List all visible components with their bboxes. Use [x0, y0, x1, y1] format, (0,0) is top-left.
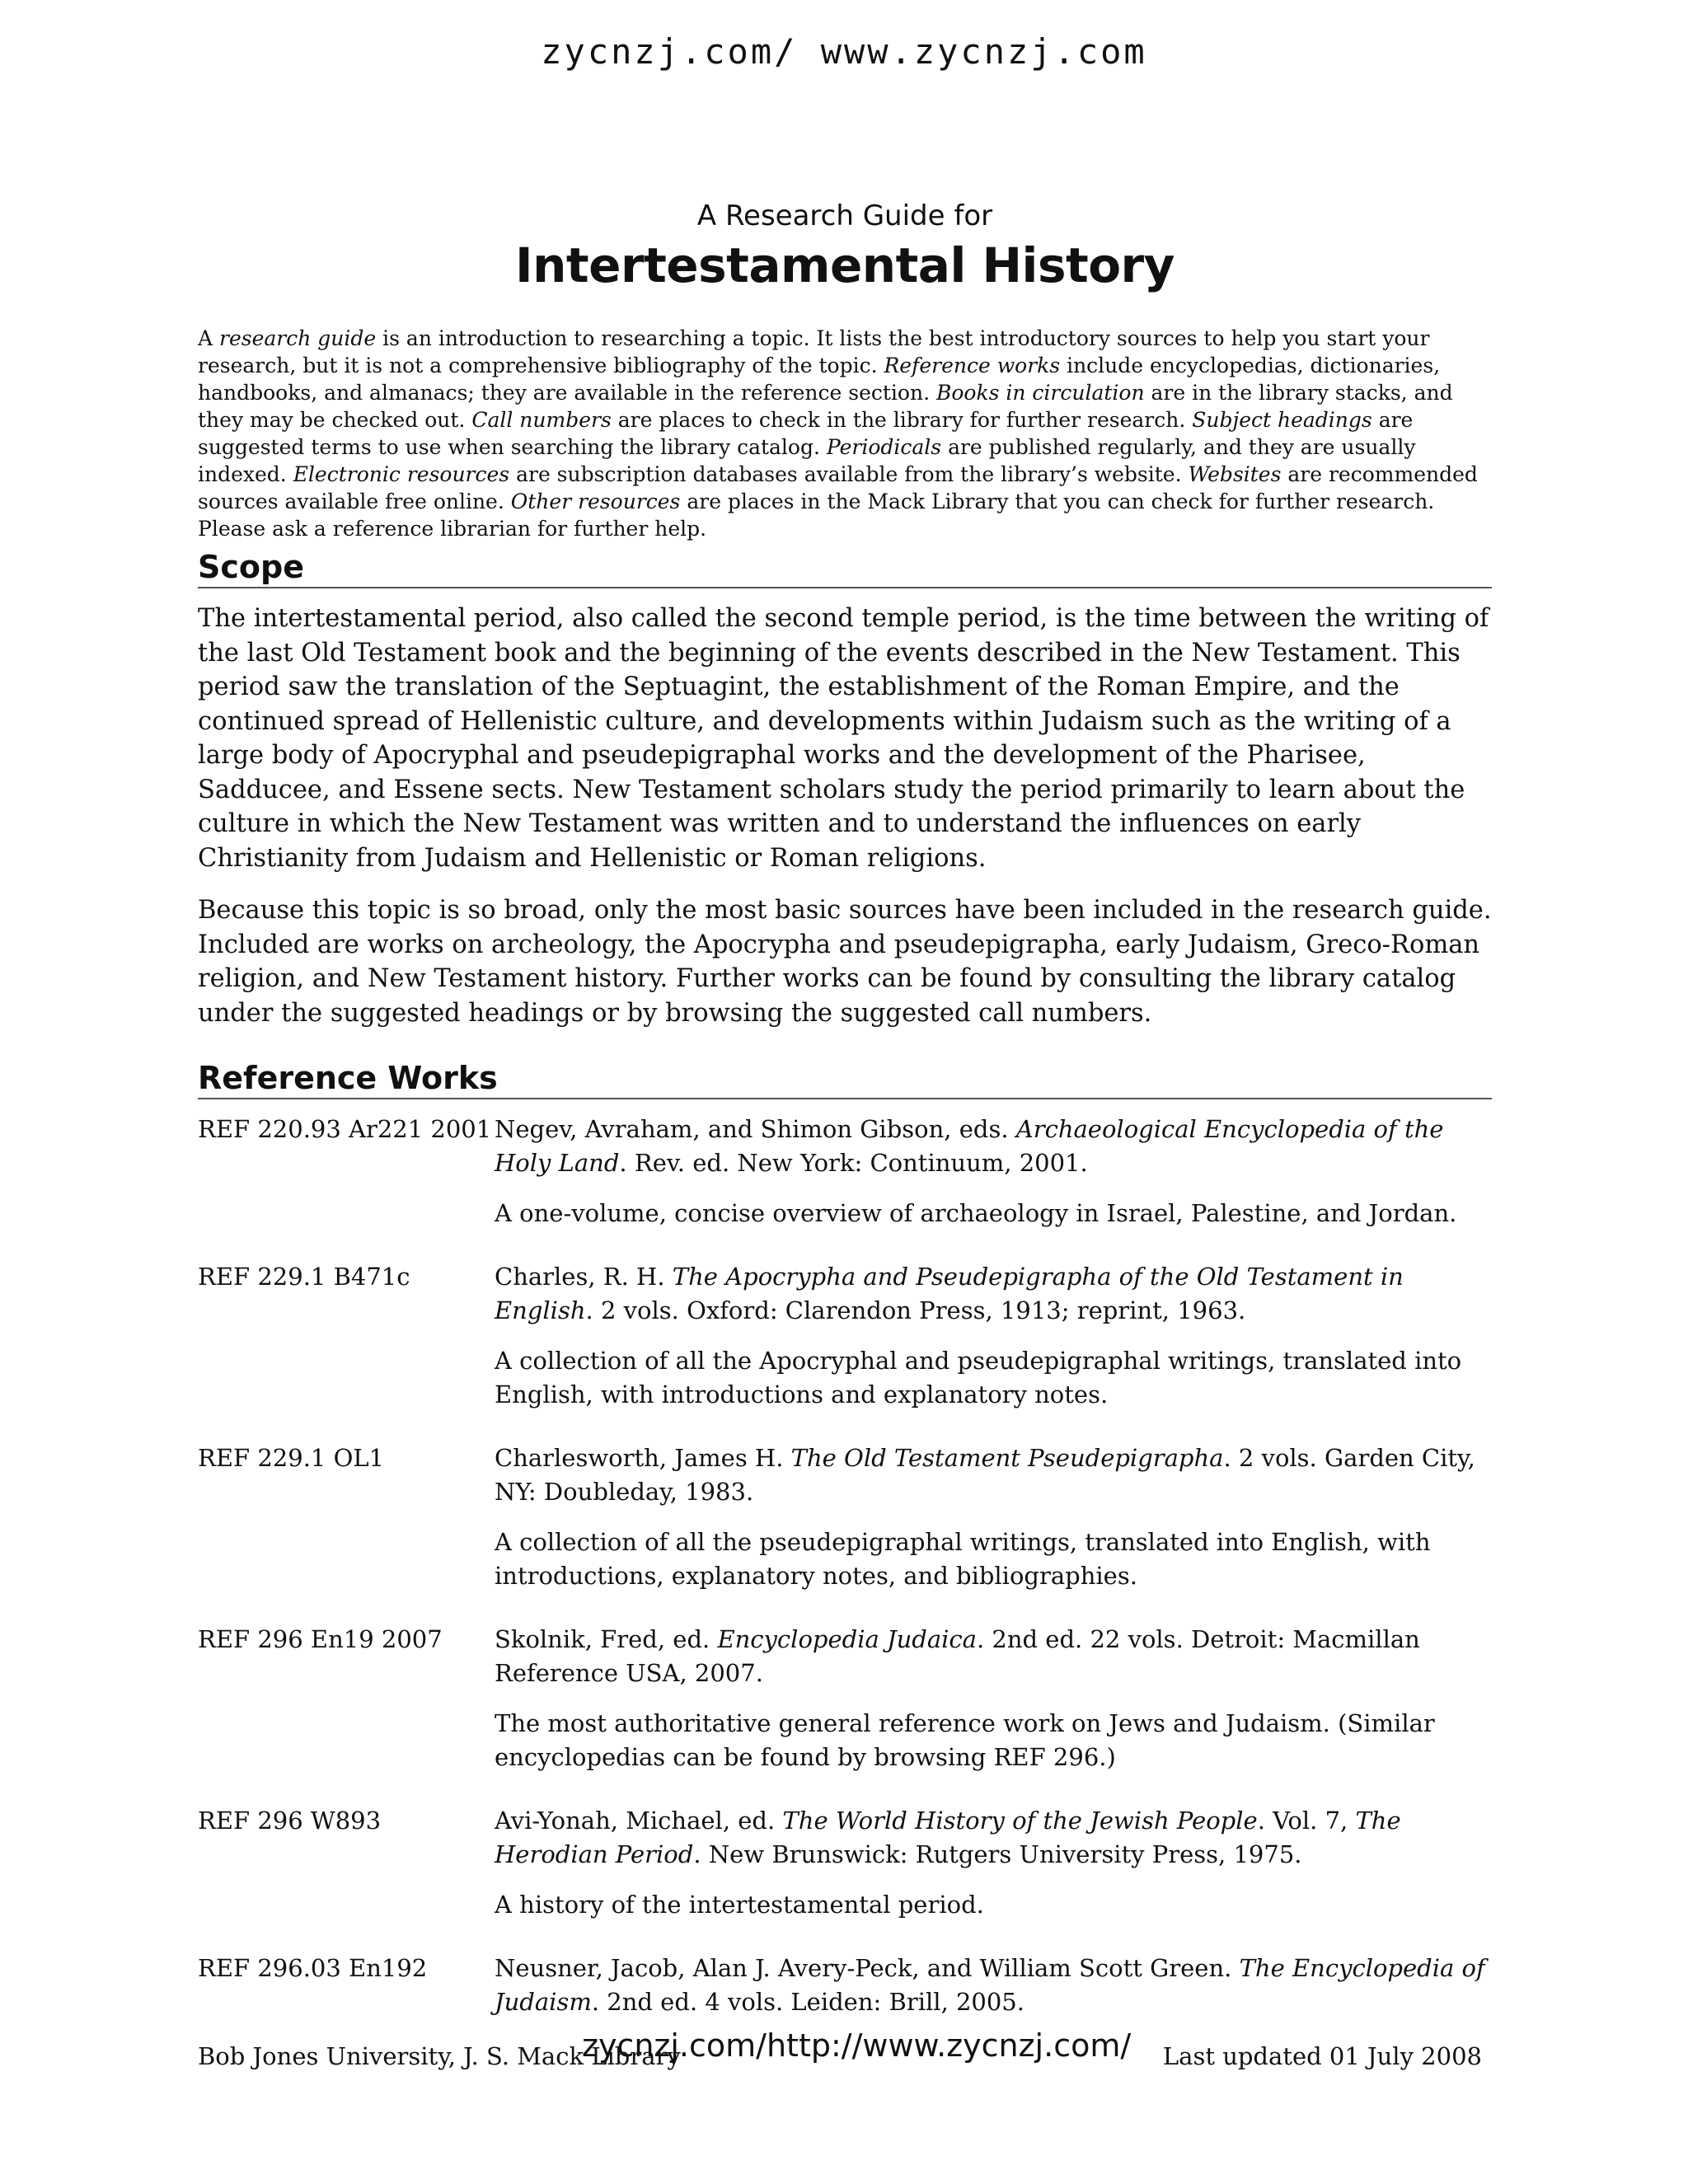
citation-italic: The Old Testament Pseudepigrapha: [790, 1444, 1224, 1472]
citation-italic: The Apocrypha and Pseudepigrapha of the Old Testament in English: [495, 1263, 1404, 1324]
intro-italic: research guide: [219, 326, 377, 350]
call-number: REF 296 W893: [198, 1807, 382, 1835]
entry-text: [495, 1113, 1492, 1245]
citation-text: . Vol. 7,: [1257, 1807, 1356, 1835]
citation-text: Negev, Avraham, and Shimon Gibson, eds.: [495, 1115, 1016, 1143]
citation-text: Neusner, Jacob, Alan J. Avery-Peck, and William Scott Green.: [495, 1954, 1240, 1982]
annotation: A collection of all the Apocryphal and pseudepigraphal writings, translated into English, with introductions and explanatory notes.: [495, 1347, 1462, 1408]
citation: [495, 1804, 1492, 1872]
intro-italic: Call numbers: [471, 408, 612, 432]
citation-text: Skolnik, Fred, ed.: [495, 1625, 718, 1653]
citation-text: . 2 vols. Oxford: Clarendon Press, 1913; reprint, 1963.: [585, 1296, 1246, 1324]
scope-heading: Scope: [198, 549, 1492, 588]
watermark-bottom: zycnzj.com/http://www.zycnzj.com/: [582, 2027, 1132, 2064]
intro-text: are suggested terms to use when searching the library catalog.: [198, 408, 1414, 459]
citation: [495, 1113, 1492, 1180]
citation-italic: The World History of the Jewish People: [782, 1807, 1258, 1835]
annotation: A history of the intertestamental period.: [495, 1891, 984, 1919]
intro-italic: Electronic resources: [293, 462, 510, 486]
citation-text: . 2nd ed. 4 vols. Leiden: Brill, 2005.: [591, 1988, 1025, 2016]
citation-italic: Archaeological Encyclopedia of the Holy Land: [495, 1115, 1444, 1177]
intro-text: are places in the Mack Library that you can check for further research. Please ask a reference librarian for further help.: [198, 490, 1435, 541]
intro-text: A: [198, 326, 220, 350]
citation-italic: The Herodian Period: [495, 1807, 1401, 1868]
scope-body: [198, 602, 1492, 1048]
scope-paragraph: Because this topic is so broad, only the most basic sources have been included in the research guide. Included are works on archeology, the Apocrypha and pseudepigrapha, early Judaism, Greco-Roman religion, and New Testament history. Further works can be found by consulting the library catalog under the suggested headings or by browsing the suggested call numbers.: [198, 896, 1492, 1028]
intro-text: are published regularly, and they are usually indexed.: [198, 435, 1416, 486]
entry-text: [495, 1623, 1492, 1789]
citation-italic: Encyclopedia Judaica: [717, 1625, 977, 1653]
intro-text: are places to check in the library for further research.: [611, 408, 1193, 432]
citation: [495, 1260, 1492, 1328]
annotation: A collection of all the pseudepigraphal writings, translated into English, with introductions, explanatory notes, and bibliographies.: [495, 1528, 1431, 1590]
intro-text: are in the library stacks, and they may be checked out.: [198, 381, 1453, 432]
citation: [495, 1623, 1492, 1690]
entry-text: [495, 1260, 1492, 1427]
annotation: The most authoritative general reference work on Jews and Judaism. (Similar encyclopedias can be found by browsing REF 296.): [495, 1709, 1435, 1771]
reference-entry: [198, 1804, 1492, 1937]
citation-italic: The Encyclopedia of Judaism: [495, 1954, 1485, 2016]
citation-text: Charlesworth, James H.: [495, 1444, 791, 1472]
reference-entry: [198, 1260, 1492, 1427]
call-number: REF 220.93 Ar221 2001: [198, 1115, 492, 1143]
intro-italic: Reference works: [884, 354, 1061, 377]
page-title: Intertestamental History: [515, 237, 1175, 293]
citation-text: . 2nd ed. 22 vols. Detroit: Macmillan Reference USA, 2007.: [495, 1625, 1420, 1687]
reference-works-heading: Reference Works: [198, 1060, 1492, 1099]
intro-text: are recommended sources available free online.: [198, 462, 1478, 513]
entry-text: [495, 1441, 1492, 1608]
footer-updated: Last updated 01 July 2008: [1162, 2042, 1482, 2070]
intro-italic: Websites: [1188, 462, 1282, 486]
citation-text: . 2 vols. Garden City, NY: Doubleday, 1983.: [495, 1444, 1475, 1506]
intro-text: is an introduction to researching a topic. It lists the best introductory sources to help you start your research, but it is not a comprehensive bibliography of the topic.: [198, 326, 1430, 377]
footer-library: Bob Jones University, J. S. Mack Library: [198, 2042, 681, 2070]
intro-text: are subscription databases available from the library’s website.: [509, 462, 1189, 486]
citation-text: Charles, R. H.: [495, 1263, 673, 1291]
watermark-top: zycnzj.com/ www.zycnzj.com: [541, 31, 1147, 72]
reference-list: [198, 1113, 1492, 2050]
entry-text: [495, 1804, 1492, 1937]
page-subtitle: A Research Guide for: [696, 199, 993, 232]
citation-text: . Rev. ed. New York: Continuum, 2001.: [619, 1149, 1088, 1177]
intro-italic: Other resources: [510, 490, 681, 513]
citation: [495, 1952, 1492, 2019]
intro-italic: Periodicals: [826, 435, 942, 459]
citation: [495, 1441, 1492, 1509]
call-number: REF 229.1 B471c: [198, 1263, 410, 1291]
entry-text: [495, 1952, 1492, 2036]
intro-italic: Books in circulation: [935, 381, 1145, 405]
intro-paragraph: [198, 325, 1492, 542]
call-number: REF 296 En19 2007: [198, 1625, 443, 1653]
reference-entry: [198, 1113, 1492, 1245]
reference-entry: [198, 1623, 1492, 1789]
call-number: REF 229.1 OL1: [198, 1444, 385, 1472]
annotation: A one-volume, concise overview of archaeology in Israel, Palestine, and Jordan.: [495, 1199, 1457, 1227]
citation-text: . New Brunswick: Rutgers University Press, 1975.: [693, 1840, 1302, 1868]
intro-text: include encyclopedias, dictionaries, handbooks, and almanacs; they are available in the reference section.: [198, 354, 1441, 405]
citation-text: Avi-Yonah, Michael, ed.: [495, 1807, 783, 1835]
call-number: REF 296.03 En192: [198, 1954, 428, 1982]
reference-entry: [198, 1441, 1492, 1608]
scope-paragraph: The intertestamental period, also called the second temple period, is the time between the writing of the last Old Testament book and the beginning of the events described in the New Testament. This period saw the translation of the Septuagint, the establishment of the Roman Empire, and the continued spread of Hellenistic culture, and developments within Judaism such as the writing of a large body of Apocryphal and pseudepigraphal works and the development of the Pharisee, Sadducee, and Essene sects. New Testament scholars study the period primarily to learn about the culture in which the New Testament was written and to understand the influences on early Christianity from Judaism and Hellenistic or Roman religions.: [198, 604, 1489, 873]
intro-italic: Subject headings: [1192, 408, 1372, 432]
reference-entry: [198, 1952, 1492, 2036]
